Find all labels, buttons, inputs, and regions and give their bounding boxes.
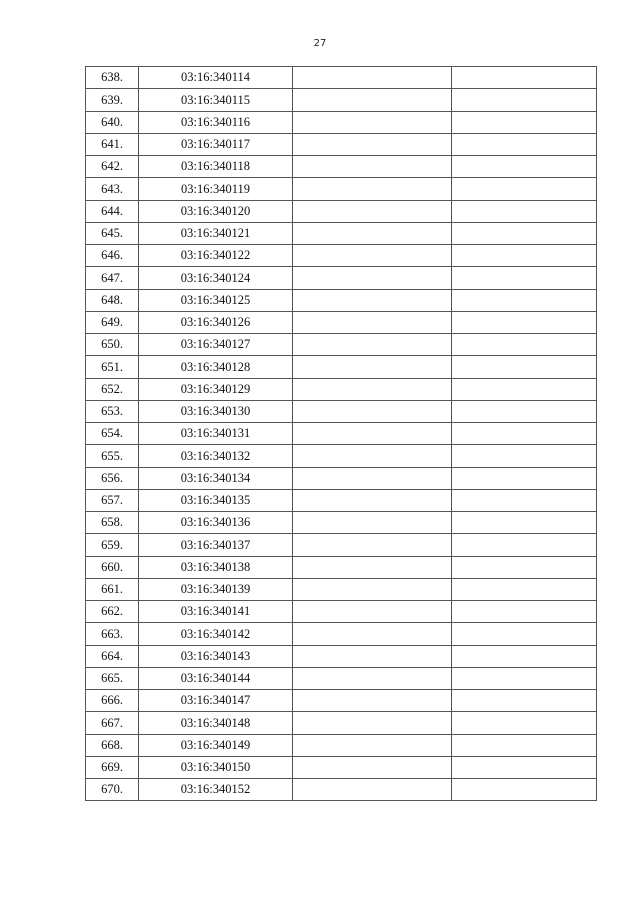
empty-cell xyxy=(452,245,597,267)
cadastral-number-cell: 03:16:340119 xyxy=(139,178,293,200)
empty-cell xyxy=(293,222,452,244)
empty-cell xyxy=(293,311,452,333)
cadastral-number-cell: 03:16:340122 xyxy=(139,245,293,267)
cadastral-number-cell: 03:16:340134 xyxy=(139,467,293,489)
row-number-cell: 653. xyxy=(86,400,139,422)
empty-cell xyxy=(293,267,452,289)
empty-cell xyxy=(452,712,597,734)
table-row xyxy=(86,645,597,667)
cadastral-number-cell: 03:16:340127 xyxy=(139,334,293,356)
empty-cell xyxy=(452,222,597,244)
empty-cell xyxy=(293,756,452,778)
row-number-cell: 665. xyxy=(86,667,139,689)
empty-cell xyxy=(293,690,452,712)
row-number-cell: 650. xyxy=(86,334,139,356)
empty-cell xyxy=(452,690,597,712)
row-number-cell: 641. xyxy=(86,133,139,155)
row-number-cell: 660. xyxy=(86,556,139,578)
table-row xyxy=(86,111,597,133)
empty-cell xyxy=(293,734,452,756)
cadastral-number-cell: 03:16:340136 xyxy=(139,512,293,534)
table-row xyxy=(86,222,597,244)
table-row xyxy=(86,756,597,778)
empty-cell xyxy=(452,779,597,801)
empty-cell xyxy=(452,311,597,333)
empty-cell xyxy=(452,133,597,155)
cadastral-number-cell: 03:16:340129 xyxy=(139,378,293,400)
table-row xyxy=(86,578,597,600)
row-number-cell: 662. xyxy=(86,601,139,623)
empty-cell xyxy=(452,156,597,178)
cadastral-number-cell: 03:16:340142 xyxy=(139,623,293,645)
empty-cell xyxy=(452,200,597,222)
register-table-body xyxy=(86,67,597,801)
empty-cell xyxy=(452,467,597,489)
table-row xyxy=(86,534,597,556)
row-number-cell: 649. xyxy=(86,311,139,333)
empty-cell xyxy=(293,512,452,534)
empty-cell xyxy=(293,578,452,600)
table-row xyxy=(86,378,597,400)
cadastral-number-cell: 03:16:340117 xyxy=(139,133,293,155)
row-number-cell: 654. xyxy=(86,423,139,445)
row-number-cell: 651. xyxy=(86,356,139,378)
empty-cell xyxy=(293,89,452,111)
table-row xyxy=(86,133,597,155)
row-number-cell: 648. xyxy=(86,289,139,311)
row-number-cell: 659. xyxy=(86,534,139,556)
table-row xyxy=(86,267,597,289)
register-table xyxy=(85,66,597,801)
empty-cell xyxy=(452,67,597,89)
cadastral-number-cell: 03:16:340115 xyxy=(139,89,293,111)
cadastral-number-cell: 03:16:340150 xyxy=(139,756,293,778)
row-number-cell: 666. xyxy=(86,690,139,712)
cadastral-number-cell: 03:16:340130 xyxy=(139,400,293,422)
empty-cell xyxy=(452,578,597,600)
cadastral-number-cell: 03:16:340144 xyxy=(139,667,293,689)
cadastral-number-cell: 03:16:340147 xyxy=(139,690,293,712)
empty-cell xyxy=(293,356,452,378)
row-number-cell: 647. xyxy=(86,267,139,289)
empty-cell xyxy=(293,111,452,133)
cadastral-number-cell: 03:16:340148 xyxy=(139,712,293,734)
empty-cell xyxy=(293,423,452,445)
empty-cell xyxy=(452,289,597,311)
cadastral-number-cell: 03:16:340139 xyxy=(139,578,293,600)
empty-cell xyxy=(293,779,452,801)
table-row xyxy=(86,667,597,689)
row-number-cell: 644. xyxy=(86,200,139,222)
cadastral-number-cell: 03:16:340143 xyxy=(139,645,293,667)
empty-cell xyxy=(293,400,452,422)
row-number-cell: 669. xyxy=(86,756,139,778)
empty-cell xyxy=(452,423,597,445)
table-row xyxy=(86,356,597,378)
empty-cell xyxy=(452,756,597,778)
cadastral-number-cell: 03:16:340132 xyxy=(139,445,293,467)
row-number-cell: 638. xyxy=(86,67,139,89)
row-number-cell: 656. xyxy=(86,467,139,489)
empty-cell xyxy=(293,178,452,200)
cadastral-number-cell: 03:16:340118 xyxy=(139,156,293,178)
empty-cell xyxy=(452,623,597,645)
table-row xyxy=(86,445,597,467)
empty-cell xyxy=(452,267,597,289)
empty-cell xyxy=(452,645,597,667)
empty-cell xyxy=(452,445,597,467)
empty-cell xyxy=(452,178,597,200)
table-row xyxy=(86,467,597,489)
cadastral-number-cell: 03:16:340149 xyxy=(139,734,293,756)
cadastral-number-cell: 03:16:340125 xyxy=(139,289,293,311)
empty-cell xyxy=(293,712,452,734)
empty-cell xyxy=(452,334,597,356)
row-number-cell: 652. xyxy=(86,378,139,400)
table-row xyxy=(86,245,597,267)
empty-cell xyxy=(293,378,452,400)
cadastral-number-cell: 03:16:340138 xyxy=(139,556,293,578)
empty-cell xyxy=(452,667,597,689)
empty-cell xyxy=(293,534,452,556)
empty-cell xyxy=(293,289,452,311)
table-row xyxy=(86,200,597,222)
table-row xyxy=(86,712,597,734)
empty-cell xyxy=(293,667,452,689)
cadastral-number-cell: 03:16:340128 xyxy=(139,356,293,378)
table-row xyxy=(86,734,597,756)
empty-cell xyxy=(452,489,597,511)
empty-cell xyxy=(293,489,452,511)
empty-cell xyxy=(293,645,452,667)
empty-cell xyxy=(452,734,597,756)
cadastral-number-cell: 03:16:340116 xyxy=(139,111,293,133)
table-row xyxy=(86,178,597,200)
row-number-cell: 657. xyxy=(86,489,139,511)
cadastral-number-cell: 03:16:340141 xyxy=(139,601,293,623)
row-number-cell: 663. xyxy=(86,623,139,645)
table-row xyxy=(86,156,597,178)
empty-cell xyxy=(293,245,452,267)
cadastral-number-cell: 03:16:340152 xyxy=(139,779,293,801)
empty-cell xyxy=(293,601,452,623)
empty-cell xyxy=(452,356,597,378)
table-row xyxy=(86,556,597,578)
cadastral-number-cell: 03:16:340135 xyxy=(139,489,293,511)
row-number-cell: 668. xyxy=(86,734,139,756)
row-number-cell: 646. xyxy=(86,245,139,267)
empty-cell xyxy=(452,400,597,422)
table-row xyxy=(86,400,597,422)
table-row xyxy=(86,334,597,356)
cadastral-number-cell: 03:16:340114 xyxy=(139,67,293,89)
table-row xyxy=(86,690,597,712)
cadastral-number-cell: 03:16:340126 xyxy=(139,311,293,333)
empty-cell xyxy=(293,67,452,89)
empty-cell xyxy=(293,334,452,356)
table-row xyxy=(86,601,597,623)
row-number-cell: 667. xyxy=(86,712,139,734)
empty-cell xyxy=(293,133,452,155)
cadastral-number-cell: 03:16:340121 xyxy=(139,222,293,244)
cadastral-number-cell: 03:16:340120 xyxy=(139,200,293,222)
row-number-cell: 643. xyxy=(86,178,139,200)
empty-cell xyxy=(452,89,597,111)
row-number-cell: 658. xyxy=(86,512,139,534)
cadastral-number-cell: 03:16:340124 xyxy=(139,267,293,289)
empty-cell xyxy=(293,200,452,222)
row-number-cell: 655. xyxy=(86,445,139,467)
empty-cell xyxy=(293,445,452,467)
row-number-cell: 640. xyxy=(86,111,139,133)
page-number: 27 xyxy=(313,38,327,49)
cadastral-number-cell: 03:16:340137 xyxy=(139,534,293,556)
empty-cell xyxy=(452,556,597,578)
table-row xyxy=(86,311,597,333)
empty-cell xyxy=(452,378,597,400)
cadastral-number-cell: 03:16:340131 xyxy=(139,423,293,445)
table-row xyxy=(86,89,597,111)
table-row xyxy=(86,489,597,511)
empty-cell xyxy=(293,623,452,645)
row-number-cell: 642. xyxy=(86,156,139,178)
empty-cell xyxy=(293,467,452,489)
row-number-cell: 645. xyxy=(86,222,139,244)
row-number-cell: 661. xyxy=(86,578,139,600)
table-row xyxy=(86,289,597,311)
table-row xyxy=(86,623,597,645)
empty-cell xyxy=(452,534,597,556)
row-number-cell: 670. xyxy=(86,779,139,801)
table-row xyxy=(86,423,597,445)
empty-cell xyxy=(452,601,597,623)
table-row xyxy=(86,512,597,534)
table-row xyxy=(86,779,597,801)
empty-cell xyxy=(293,156,452,178)
row-number-cell: 664. xyxy=(86,645,139,667)
table-row xyxy=(86,67,597,89)
empty-cell xyxy=(452,512,597,534)
empty-cell xyxy=(293,556,452,578)
empty-cell xyxy=(452,111,597,133)
row-number-cell: 639. xyxy=(86,89,139,111)
